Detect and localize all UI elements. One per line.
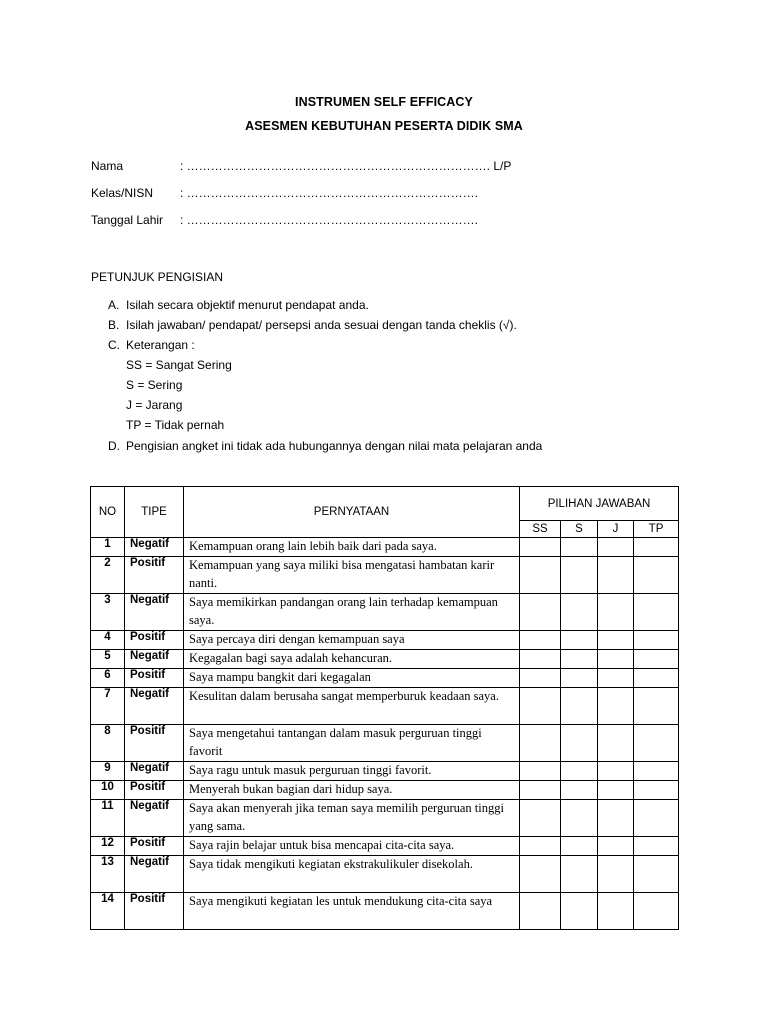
answer-cell-ss[interactable] — [520, 631, 561, 650]
row-number: 12 — [91, 837, 125, 856]
answer-cell-j[interactable] — [598, 631, 634, 650]
table-row — [91, 781, 679, 800]
row-number: 13 — [91, 856, 125, 893]
document-subtitle: ASESMEN KEBUTUHAN PESERTA DIDIK SMA — [245, 119, 523, 133]
row-number: 14 — [91, 893, 125, 930]
answer-cell-j[interactable] — [598, 725, 634, 762]
answer-cell-tp[interactable] — [634, 631, 679, 650]
header-option-ss: SS — [520, 521, 561, 538]
answer-cell-s[interactable] — [561, 893, 598, 930]
row-number: 1 — [91, 538, 125, 557]
answer-cell-ss[interactable] — [520, 837, 561, 856]
field-blank: : ………………………………………………………………. — [180, 213, 479, 227]
answer-cell-tp[interactable] — [634, 669, 679, 688]
row-statement: Saya mengikuti kegiatan les untuk mendukung cita-cita saya — [184, 893, 520, 930]
instruction-item — [108, 298, 369, 312]
answer-cell-s[interactable] — [561, 557, 598, 594]
answer-cell-ss[interactable] — [520, 856, 561, 893]
row-statement: Saya mampu bangkit dari kegagalan — [184, 669, 520, 688]
row-type: Negatif — [125, 538, 184, 557]
answer-cell-s[interactable] — [561, 538, 598, 557]
answer-cell-s[interactable] — [561, 688, 598, 725]
answer-cell-tp[interactable] — [634, 800, 679, 837]
header-option-s: S — [561, 521, 598, 538]
instruction-text: Isilah secara objektif menurut pendapat anda. — [126, 298, 369, 312]
row-statement: Menyerah bukan bagian dari hidup saya. — [184, 781, 520, 800]
answer-cell-j[interactable] — [598, 594, 634, 631]
answer-cell-s[interactable] — [561, 837, 598, 856]
answer-cell-tp[interactable] — [634, 725, 679, 762]
table-row — [91, 893, 679, 930]
instruction-letter: D. — [108, 439, 120, 453]
row-number: 9 — [91, 762, 125, 781]
answer-cell-tp[interactable] — [634, 856, 679, 893]
answer-cell-j[interactable] — [598, 538, 634, 557]
instruction-letter: C. — [108, 338, 120, 352]
row-number: 3 — [91, 594, 125, 631]
answer-cell-ss[interactable] — [520, 538, 561, 557]
header-tipe: TIPE — [125, 487, 184, 538]
row-statement: Saya ragu untuk masuk perguruan tinggi favorit. — [184, 762, 520, 781]
answer-cell-j[interactable] — [598, 650, 634, 669]
answer-cell-ss[interactable] — [520, 893, 561, 930]
row-type: Negatif — [125, 856, 184, 893]
table-row — [91, 650, 679, 669]
row-type: Positif — [125, 631, 184, 650]
answer-cell-tp[interactable] — [634, 594, 679, 631]
table-row — [91, 594, 679, 631]
row-number: 6 — [91, 669, 125, 688]
table-row — [91, 557, 679, 594]
answer-cell-tp[interactable] — [634, 762, 679, 781]
answer-cell-ss[interactable] — [520, 725, 561, 762]
row-statement: Saya rajin belajar untuk bisa mencapai cita-cita saya. — [184, 837, 520, 856]
answer-cell-s[interactable] — [561, 631, 598, 650]
legend-item: J = Jarang — [126, 398, 183, 412]
instruction-text: Pengisian angket ini tidak ada hubungannya dengan nilai mata pelajaran anda — [126, 439, 543, 453]
row-number: 10 — [91, 781, 125, 800]
row-statement: Saya tidak mengikuti kegiatan ekstrakulikuler disekolah. — [184, 856, 520, 893]
answer-cell-ss[interactable] — [520, 781, 561, 800]
field-blank: : …………………………………………………………………. L/P — [180, 159, 512, 173]
row-statement: Kemampuan yang saya miliki bisa mengatasi hambatan karir nanti. — [184, 557, 520, 594]
row-number: 4 — [91, 631, 125, 650]
header-pernyataan: PERNYATAAN — [184, 487, 520, 538]
answer-cell-s[interactable] — [561, 856, 598, 893]
answer-cell-j[interactable] — [598, 669, 634, 688]
header-no: NO — [91, 487, 125, 538]
table-row — [91, 800, 679, 837]
answer-cell-j[interactable] — [598, 837, 634, 856]
answer-cell-ss[interactable] — [520, 650, 561, 669]
row-type: Positif — [125, 725, 184, 762]
row-type: Positif — [125, 893, 184, 930]
answer-cell-ss[interactable] — [520, 669, 561, 688]
answer-cell-s[interactable] — [561, 725, 598, 762]
field-tanggal-lahir — [91, 213, 478, 227]
row-statement: Saya percaya diri dengan kemampuan saya — [184, 631, 520, 650]
answer-cell-tp[interactable] — [634, 893, 679, 930]
instruction-text: Isilah jawaban/ pendapat/ persepsi anda sesuai dengan tanda cheklis (√). — [126, 318, 517, 332]
instruction-letter: A. — [108, 298, 120, 312]
row-statement: Kemampuan orang lain lebih baik dari pada saya. — [184, 538, 520, 557]
answer-cell-j[interactable] — [598, 800, 634, 837]
answer-cell-tp[interactable] — [634, 557, 679, 594]
answer-cell-s[interactable] — [561, 650, 598, 669]
row-statement: Saya akan menyerah jika teman saya memilih perguruan tinggi yang sama. — [184, 800, 520, 837]
row-statement: Kegagalan bagi saya adalah kehancuran. — [184, 650, 520, 669]
row-number: 5 — [91, 650, 125, 669]
row-type: Positif — [125, 669, 184, 688]
table-row — [91, 762, 679, 781]
legend-item: TP = Tidak pernah — [126, 418, 225, 432]
legend-item: S = Sering — [126, 378, 183, 392]
row-statement: Saya memikirkan pandangan orang lain terhadap kemampuan saya. — [184, 594, 520, 631]
answer-cell-s[interactable] — [561, 762, 598, 781]
header-option-j: J — [598, 521, 634, 538]
answer-cell-j[interactable] — [598, 762, 634, 781]
instruction-text: Keterangan : — [126, 338, 195, 352]
instructions-heading: PETUNJUK PENGISIAN — [91, 270, 224, 284]
table-row — [91, 856, 679, 893]
row-type: Negatif — [125, 688, 184, 725]
answer-cell-s[interactable] — [561, 669, 598, 688]
instruction-item — [108, 338, 195, 352]
answer-cell-ss[interactable] — [520, 557, 561, 594]
field-nama — [91, 159, 511, 173]
answer-cell-ss[interactable] — [520, 800, 561, 837]
field-label: Nama — [91, 159, 124, 173]
row-type: Positif — [125, 837, 184, 856]
answer-cell-tp[interactable] — [634, 650, 679, 669]
questionnaire-table — [90, 486, 679, 930]
table-row — [91, 538, 679, 557]
row-statement: Kesulitan dalam berusaha sangat memperburuk keadaan saya. — [184, 688, 520, 725]
field-blank: : ………………………………………………………………. — [180, 186, 479, 200]
table-row — [91, 725, 679, 762]
header-option-tp: TP — [634, 521, 679, 538]
document-title: INSTRUMEN SELF EFFICACY — [295, 95, 473, 109]
header-pilihan-jawaban: PILIHAN JAWABAN — [520, 487, 679, 521]
answer-cell-ss[interactable] — [520, 688, 561, 725]
answer-cell-tp[interactable] — [634, 781, 679, 800]
legend-item: SS = Sangat Sering — [126, 358, 232, 372]
answer-cell-s[interactable] — [561, 800, 598, 837]
row-type: Negatif — [125, 594, 184, 631]
row-type: Positif — [125, 781, 184, 800]
answer-cell-ss[interactable] — [520, 594, 561, 631]
answer-cell-j[interactable] — [598, 688, 634, 725]
row-number: 2 — [91, 557, 125, 594]
row-number: 8 — [91, 725, 125, 762]
answer-cell-tp[interactable] — [634, 688, 679, 725]
field-label: Tanggal Lahir — [91, 213, 164, 227]
instruction-item — [108, 318, 517, 332]
answer-cell-j[interactable] — [598, 781, 634, 800]
answer-cell-s[interactable] — [561, 594, 598, 631]
answer-cell-j[interactable] — [598, 557, 634, 594]
instruction-item — [108, 439, 542, 453]
row-type: Negatif — [125, 650, 184, 669]
answer-cell-tp[interactable] — [634, 538, 679, 557]
table-row — [91, 669, 679, 688]
row-type: Negatif — [125, 762, 184, 781]
instruction-letter: B. — [108, 318, 120, 332]
answer-cell-j[interactable] — [598, 893, 634, 930]
answer-cell-tp[interactable] — [634, 837, 679, 856]
table-row — [91, 631, 679, 650]
answer-cell-j[interactable] — [598, 856, 634, 893]
table-row — [91, 688, 679, 725]
row-type: Positif — [125, 557, 184, 594]
answer-cell-s[interactable] — [561, 781, 598, 800]
field-label: Kelas/NISN — [91, 186, 154, 200]
field-kelas-nisn — [91, 186, 478, 200]
row-statement: Saya mengetahui tantangan dalam masuk perguruan tinggi favorit — [184, 725, 520, 762]
answer-cell-ss[interactable] — [520, 762, 561, 781]
row-number: 7 — [91, 688, 125, 725]
table-row — [91, 837, 679, 856]
row-type: Negatif — [125, 800, 184, 837]
row-number: 11 — [91, 800, 125, 837]
